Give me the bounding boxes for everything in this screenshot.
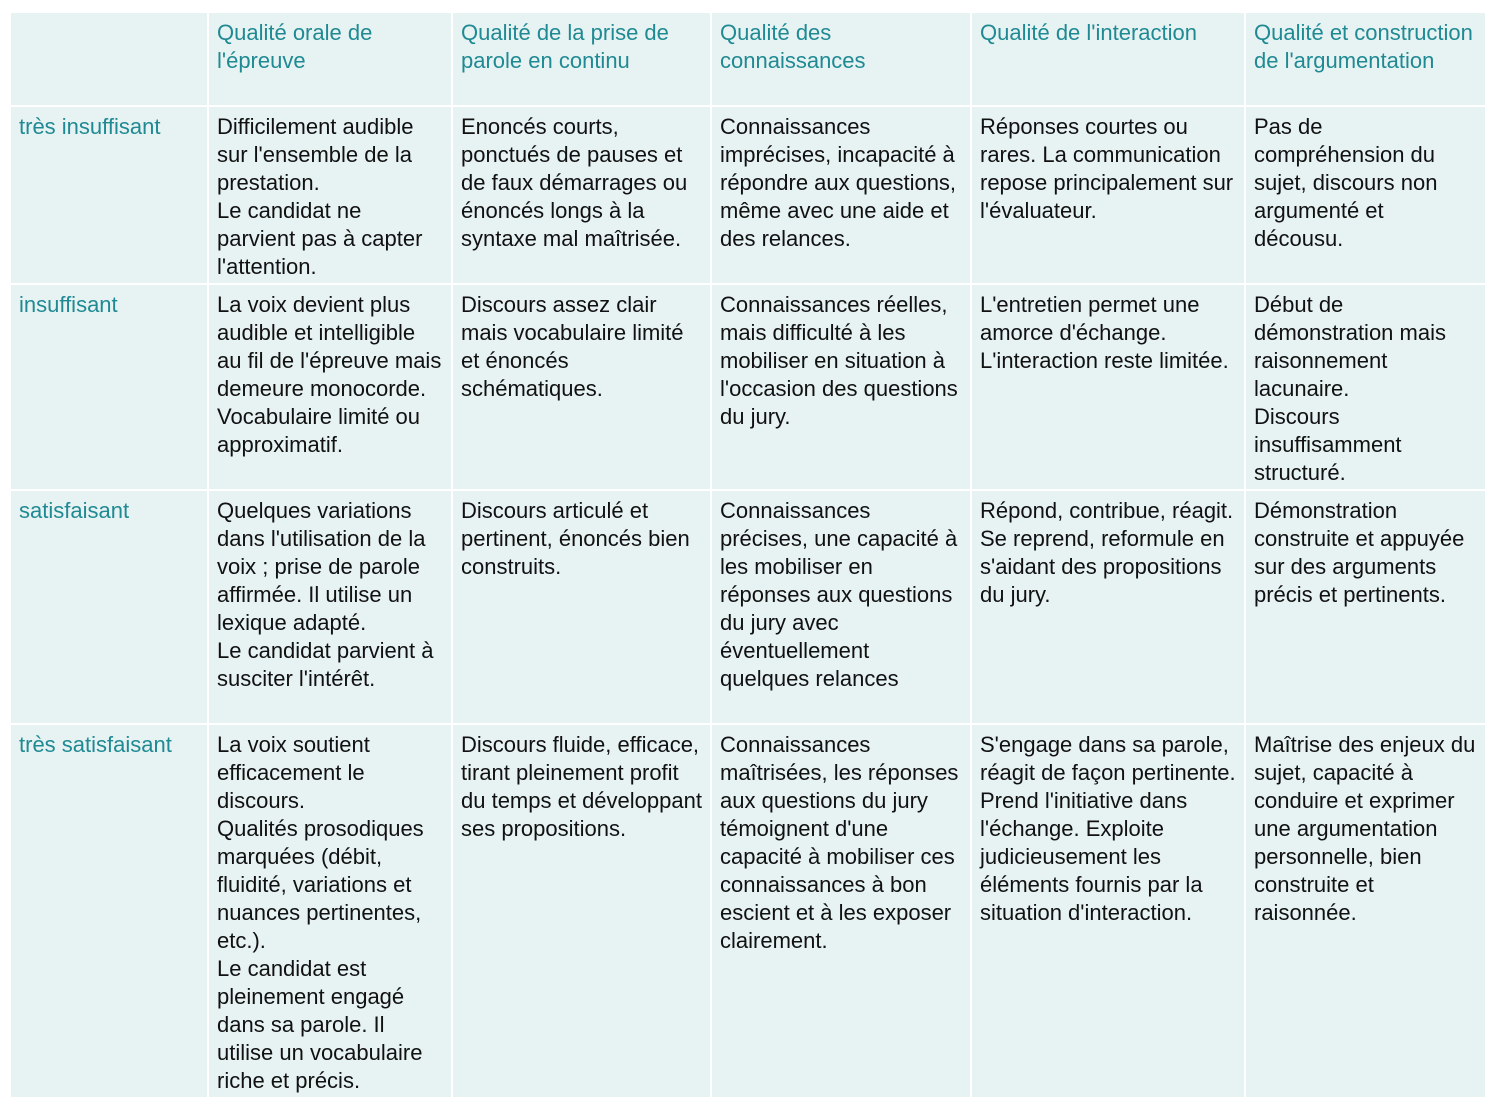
column-header: Qualité orale de l'épreuve	[208, 12, 452, 106]
table-cell: Connaissances précises, une capacité à les mobiliser en réponses aux questions du jury avec éventuellement quelques relances	[711, 490, 971, 724]
row-level-label: très insuffisant	[10, 106, 208, 284]
table-cell: Démonstration construite et appuyée sur des arguments précis et pertinents.	[1245, 490, 1486, 724]
evaluation-rubric-table	[9, 11, 1487, 1099]
table-cell: La voix devient plus audible et intelligible au fil de l'épreuve mais demeure monocorde. Vocabulaire limité ou approximatif.	[208, 284, 452, 490]
header-row	[10, 12, 1486, 106]
column-header: Qualité et construction de l'argumentation	[1245, 12, 1486, 106]
table-cell: Répond, contribue, réagit. Se reprend, reformule en s'aidant des propositions du jury.	[971, 490, 1245, 724]
corner-cell	[10, 12, 208, 106]
table-cell: Discours articulé et pertinent, énoncés bien construits.	[452, 490, 711, 724]
table-row	[10, 724, 1486, 1098]
column-header: Qualité des connaissances	[711, 12, 971, 106]
table-cell: Pas de compréhension du sujet, discours non argumenté et décousu.	[1245, 106, 1486, 284]
table-row	[10, 490, 1486, 724]
table-cell: Connaissances imprécises, incapacité à répondre aux questions, même avec une aide et des relances.	[711, 106, 971, 284]
table-row	[10, 284, 1486, 490]
table-cell: L'entretien permet une amorce d'échange. L'interaction reste limitée.	[971, 284, 1245, 490]
table-cell: Début de démonstration mais raisonnement lacunaire. Discours insuffisamment structuré.	[1245, 284, 1486, 490]
table-cell: La voix soutient efficacement le discours. Qualités prosodiques marquées (débit, fluidité, variations et nuances pertinentes, etc.). Le candidat est pleinement engagé dans sa parole. Il utilise un vocabulaire riche et précis.	[208, 724, 452, 1098]
table-cell: Discours fluide, efficace, tirant pleinement profit du temps et développant ses propositions.	[452, 724, 711, 1098]
table-cell: Enoncés courts, ponctués de pauses et de faux démarrages ou énoncés longs à la syntaxe mal maîtrisée.	[452, 106, 711, 284]
table-cell: Difficilement audible sur l'ensemble de la prestation. Le candidat ne parvient pas à capter l'attention.	[208, 106, 452, 284]
column-header: Qualité de l'interaction	[971, 12, 1245, 106]
row-level-label: très satisfaisant	[10, 724, 208, 1098]
column-header: Qualité de la prise de parole en continu	[452, 12, 711, 106]
table-cell: Réponses courtes ou rares. La communication repose principalement sur l'évaluateur.	[971, 106, 1245, 284]
table-cell: Connaissances réelles, mais difficulté à les mobiliser en situation à l'occasion des questions du jury.	[711, 284, 971, 490]
row-level-label: satisfaisant	[10, 490, 208, 724]
table-row	[10, 106, 1486, 284]
table-cell: S'engage dans sa parole, réagit de façon pertinente. Prend l'initiative dans l'échange. Exploite judicieusement les éléments fournis par la situation d'interaction.	[971, 724, 1245, 1098]
table-cell: Connaissances maîtrisées, les réponses aux questions du jury témoignent d'une capacité à mobiliser ces connaissances à bon escient et à les exposer clairement.	[711, 724, 971, 1098]
row-level-label: insuffisant	[10, 284, 208, 490]
table-cell: Maîtrise des enjeux du sujet, capacité à conduire et exprimer une argumentation personnelle, bien construite et raisonnée.	[1245, 724, 1486, 1098]
table-cell: Discours assez clair mais vocabulaire limité et énoncés schématiques.	[452, 284, 711, 490]
table-cell: Quelques variations dans l'utilisation de la voix ; prise de parole affirmée. Il utilise un lexique adapté. Le candidat parvient à susciter l'intérêt.	[208, 490, 452, 724]
